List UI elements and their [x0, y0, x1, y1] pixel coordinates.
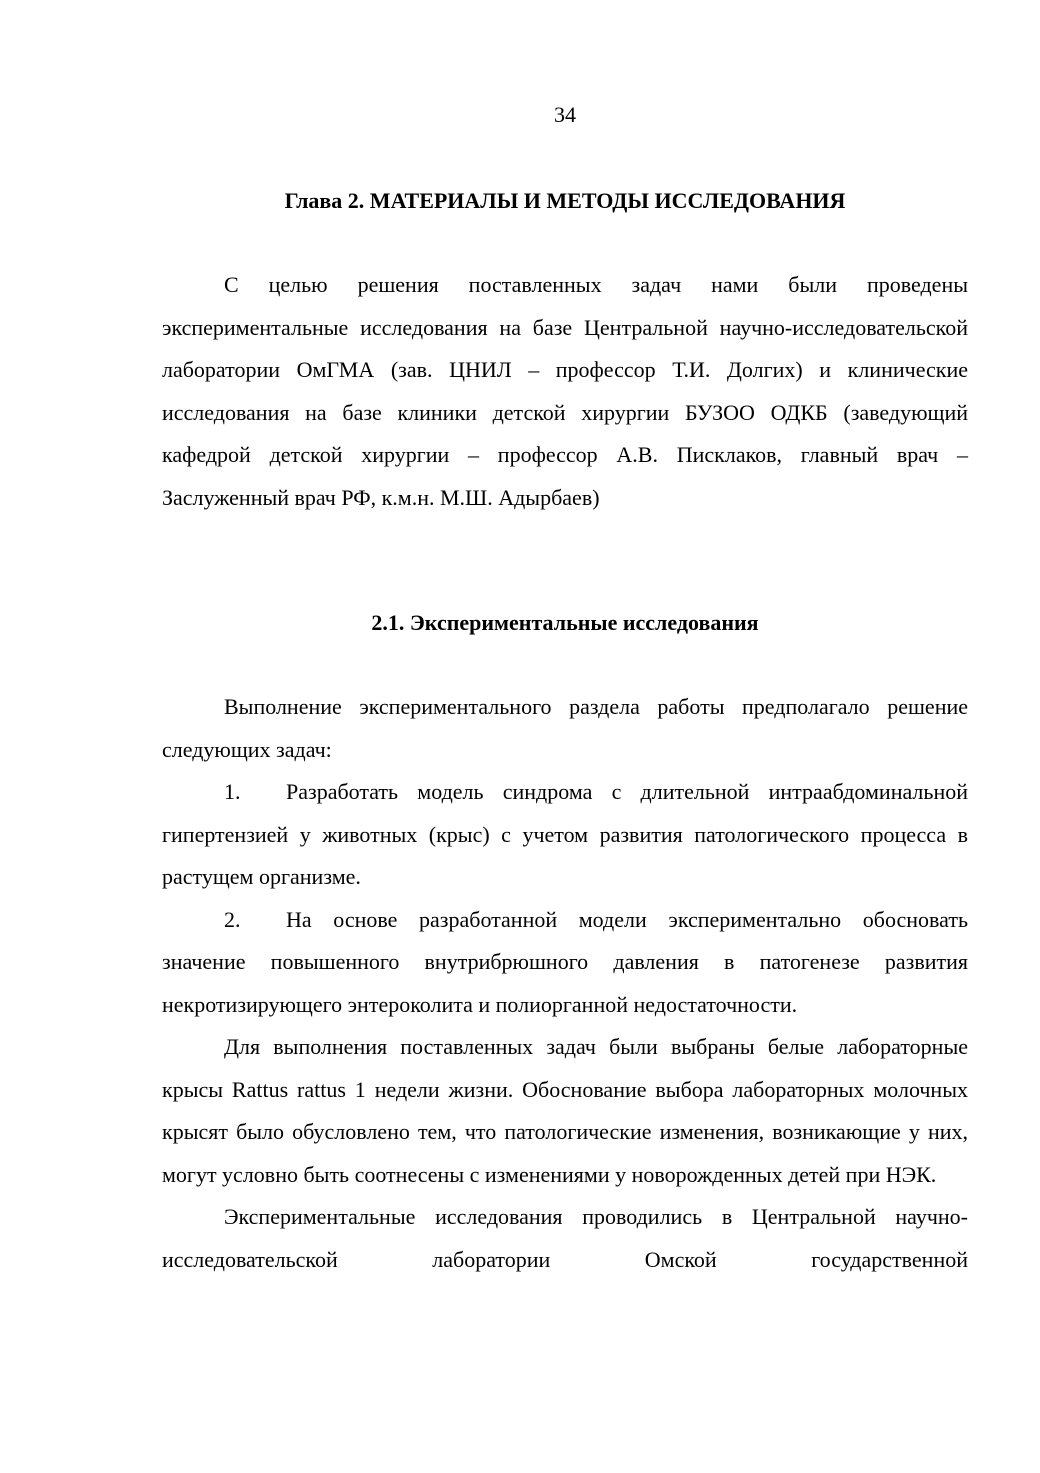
rats-paragraph: Для выполнения поставленных задач были выбраны белые лабораторные крысы Rattus rattus 1 недели жизни. Обоснование выбора лабораторных молочных крысят было обусловлено тем, что патологические изменения, возникающие у них, могут условно быть соотнесены с изменениями у новорожденных детей при НЭК. [162, 1034, 968, 1187]
task-number-1: 1. [224, 779, 241, 804]
location-paragraph: Экспериментальные исследования проводились в Центральной научно-исследовательской лаборатории Омской государственной [162, 1204, 968, 1272]
section-title: 2.1. Экспериментальные исследования [371, 610, 759, 635]
intro-block [162, 264, 968, 519]
intro-paragraph: С целью решения поставленных задач нами были проведены экспериментальные исследования на базе Центральной научно-исследовательской лаборатории ОмГМА (зав. ЦНИЛ – профессор Т.И. Долгих) и клинические исследования на базе клиники детской хирургии БУЗОО ОДКБ (заведующий кафедрой детской хирургии – профессор А.В. Писклаков, главный врач – Заслуженный врач РФ, к.м.н. М.Ш. Адырбаев) [162, 272, 968, 510]
task-item-2 [162, 899, 968, 1027]
task-text-2: На основе разработанной модели экспериментально обосновать значение повышенного внутрибрюшного давления в патогенезе развития некротизирующего энтероколита и полиорганной недостаточности. [162, 906, 968, 1017]
chapter-title: Глава 2. МАТЕРИАЛЫ И МЕТОДЫ ИССЛЕДОВАНИЯ [284, 188, 846, 213]
experimental-block [162, 686, 968, 1281]
task-text-1: Разработать модель синдрома с длительной интраабдоминальной гипертензией у животных (крыс) с учетом развития патологического процесса в растущем организме. [162, 779, 968, 889]
section-intro-paragraph: Выполнение экспериментального раздела работы предполагало решение следующих задач: [162, 694, 968, 762]
task-number-2: 2. [224, 906, 241, 932]
task-item-1 [162, 771, 968, 899]
page-number: 34 [554, 102, 576, 127]
